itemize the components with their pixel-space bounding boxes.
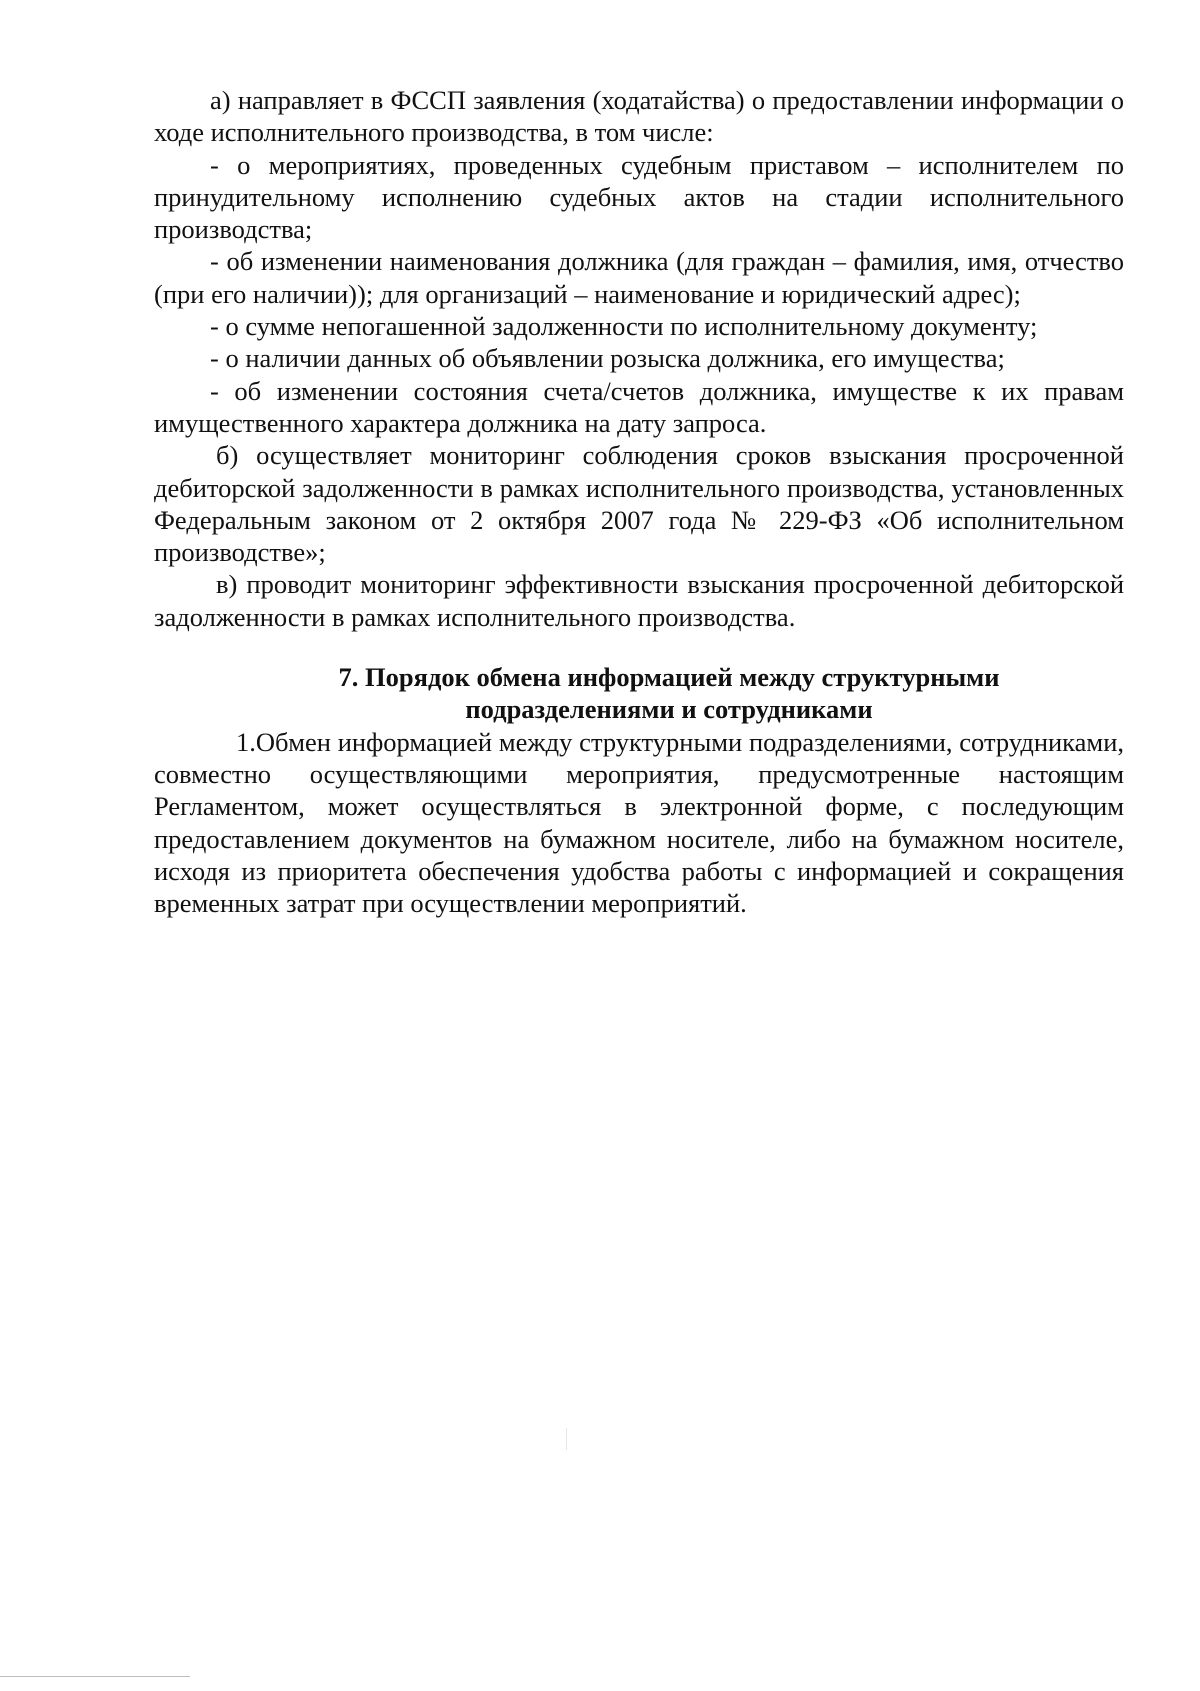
- paragraph-a-item-2: - об изменении наименования должника (для граждан – фамилия, имя, отчество (при его наличии)); для организаций – наименование и юридический адрес);: [154, 246, 1124, 309]
- section-7-paragraph-1: 1.Обмен информацией между структурными подразделениями, сотрудниками, совместно осуществляющими мероприятия, предусмотренные настоящим Регламентом, может осуществляться в электронной форме, с последующим предоставлением документов на бумажном носителе, либо на бумажном носителе, исходя из приоритета обеспечения удобства работы с информацией и сокращения временных затрат при осуществлении мероприятий.: [154, 726, 1124, 919]
- section-7-title-line-1: 7. Порядок обмена информацией между структурными: [338, 662, 1000, 693]
- paragraph-b: б) осуществляет мониторинг соблюдения сроков взыскания просроченной дебиторской задолженности в рамках исполнительного производства, установленных Федеральным законом от 2 октября 2007 года № 229-ФЗ «Об исполнительном производстве»;: [154, 440, 1124, 568]
- section-7-title-line-2: подразделениями и сотрудниками: [465, 694, 873, 725]
- scan-artifact-mark: [566, 1428, 567, 1450]
- paragraph-a-item-5: - об изменении состояния счета/счетов должника, имуществе к их правам имущественного характера должника на дату запроса.: [154, 375, 1124, 438]
- section-7-title: [154, 661, 1124, 726]
- paragraph-a-item-1: - о мероприятиях, проведенных судебным приставом – исполнителем по принудительному исполнению судебных актов на стадии исполнительного производства;: [154, 149, 1124, 245]
- paragraph-a-item-4: - о наличии данных об объявлении розыска должника, его имущества;: [210, 343, 1005, 374]
- paragraph-v: в) проводит мониторинг эффективности взыскания просроченной дебиторской задолженности в рамках исполнительного производства.: [154, 569, 1124, 632]
- footer-rule: [0, 1676, 190, 1677]
- paragraph-a-item-3: - о сумме непогашенной задолженности по исполнительному документу;: [210, 311, 1038, 342]
- paragraph-a: а) направляет в ФССП заявления (ходатайства) о предоставлении информации о ходе исполнительного производства, в том числе:: [154, 85, 1124, 148]
- document-body: [154, 84, 1124, 919]
